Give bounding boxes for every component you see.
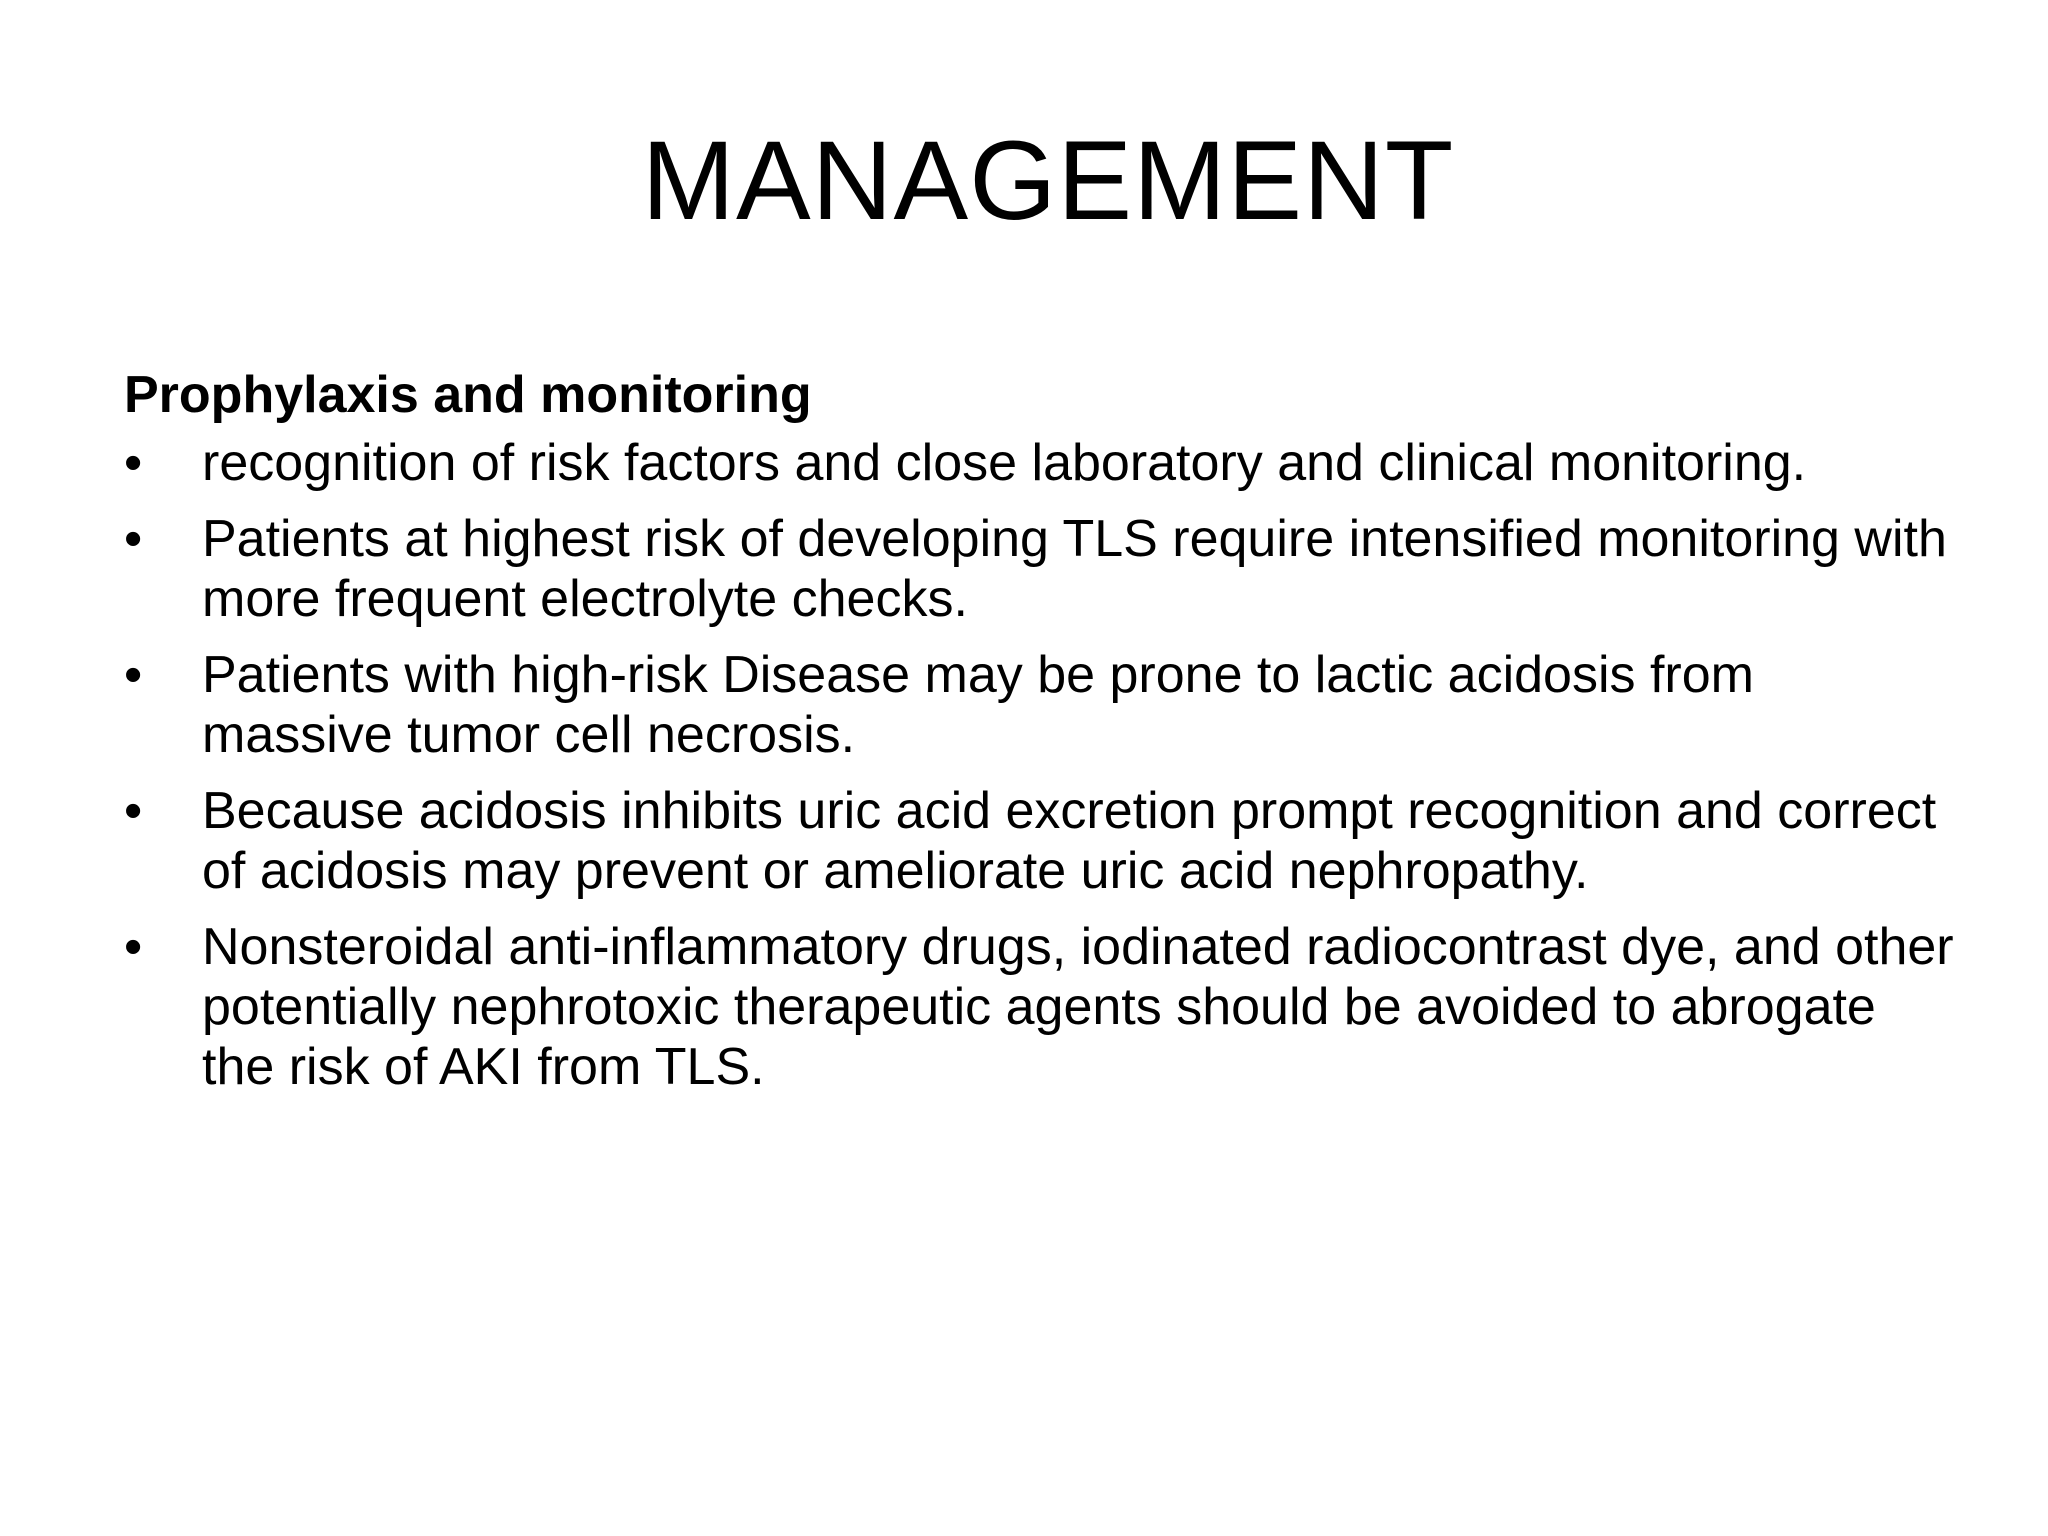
bullet-text: recognition of risk factors and close laboratory and clinical monitoring. [202,434,1807,492]
bullet-item [124,509,1954,629]
slide-content [124,365,1954,1113]
bullet-item [124,645,1954,765]
bullet-text: Patients at highest risk of developing TLS require intensified monitoring with more frequent electrolyte checks. [202,510,1947,628]
bullet-text: Because acidosis inhibits uric acid excretion prompt recognition and correct of acidosis may prevent or ameliorate uric acid nephropathy. [202,782,1937,900]
bullet-item [124,781,1954,901]
bullet-dot-icon: • [124,646,143,704]
bullet-list [124,433,1954,1097]
bullet-text: Patients with high-risk Disease may be prone to lactic acidosis from massive tumor cell necrosis. [202,646,1754,764]
bullet-dot-icon: • [124,510,143,568]
bullet-dot-icon: • [124,918,143,976]
bullet-item [124,917,1954,1097]
bullet-item [124,433,1954,493]
bullet-dot-icon: • [124,434,143,492]
slide-title: MANAGEMENT [641,118,1455,243]
bullet-text: Nonsteroidal anti-inflammatory drugs, iodinated radiocontrast dye, and other potentially nephrotoxic therapeutic agents should be avoided to abrogate the risk of AKI from TLS. [202,918,1954,1096]
bullet-dot-icon: • [124,782,143,840]
section-heading: Prophylaxis and monitoring [124,366,812,424]
